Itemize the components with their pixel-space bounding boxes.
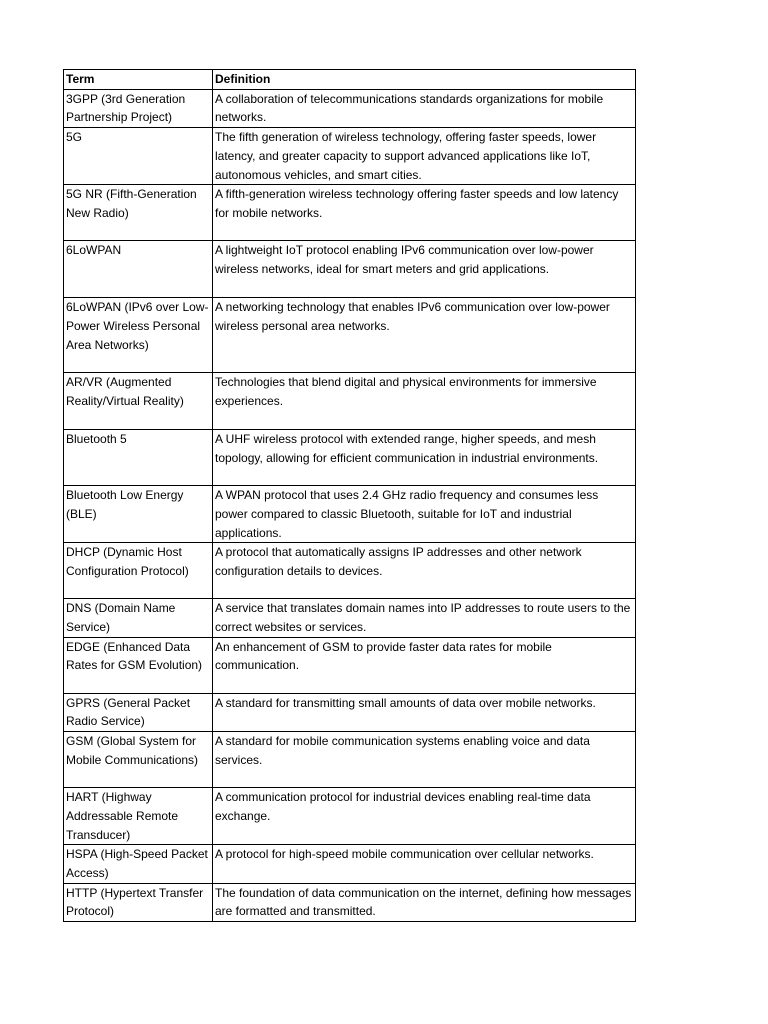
definition-cell: A communication protocol for industrial devices enabling real-time data exchange. [213, 788, 636, 845]
definition-cell: The fifth generation of wireless technology, offering faster speeds, lower latency, and greater capacity to support advanced applications like IoT, autonomous vehicles, and smart cities. [213, 128, 636, 185]
definition-cell: An enhancement of GSM to provide faster data rates for mobile communication. [213, 637, 636, 693]
table-row [64, 241, 636, 298]
table-row [64, 637, 636, 693]
definition-cell: The foundation of data communication on the internet, defining how messages are formatted and transmitted. [213, 883, 636, 921]
term-cell: 3GPP (3rd Generation Partnership Project) [64, 89, 213, 127]
term-cell: GSM (Global System for Mobile Communications) [64, 732, 213, 788]
term-cell: DNS (Domain Name Service) [64, 599, 213, 637]
definition-cell: A standard for transmitting small amounts of data over mobile networks. [213, 693, 636, 731]
definition-cell: A collaboration of telecommunications standards organizations for mobile networks. [213, 89, 636, 127]
term-cell: AR/VR (Augmented Reality/Virtual Reality) [64, 373, 213, 430]
table-row [64, 185, 636, 241]
table-row [64, 883, 636, 921]
term-cell: GPRS (General Packet Radio Service) [64, 693, 213, 731]
term-cell: 5G [64, 128, 213, 185]
table-row [64, 599, 636, 637]
table-row [64, 128, 636, 185]
table-row [64, 845, 636, 883]
term-cell: HSPA (High-Speed Packet Access) [64, 845, 213, 883]
term-cell: EDGE (Enhanced Data Rates for GSM Evolution) [64, 637, 213, 693]
term-cell: 6LoWPAN (IPv6 over Low-Power Wireless Personal Area Networks) [64, 298, 213, 373]
table-row [64, 693, 636, 731]
term-cell: Bluetooth Low Energy (BLE) [64, 486, 213, 543]
term-cell: HTTP (Hypertext Transfer Protocol) [64, 883, 213, 921]
definition-cell: A standard for mobile communication systems enabling voice and data services. [213, 732, 636, 788]
table-row [64, 430, 636, 486]
table-row [64, 373, 636, 430]
definition-cell: A UHF wireless protocol with extended range, higher speeds, and mesh topology, allowing for efficient communication in industrial environments. [213, 430, 636, 486]
table-row [64, 543, 636, 599]
definition-cell: A networking technology that enables IPv6 communication over low-power wireless personal area networks. [213, 298, 636, 373]
term-cell: 5G NR (Fifth-Generation New Radio) [64, 185, 213, 241]
table-row [64, 788, 636, 845]
table-row [64, 89, 636, 127]
definition-cell: A fifth-generation wireless technology offering faster speeds and low latency for mobile networks. [213, 185, 636, 241]
definition-cell: A protocol for high-speed mobile communication over cellular networks. [213, 845, 636, 883]
definition-cell: Technologies that blend digital and physical environments for immersive experiences. [213, 373, 636, 430]
term-cell: DHCP (Dynamic Host Configuration Protocol) [64, 543, 213, 599]
table-row [64, 486, 636, 543]
term-cell: Bluetooth 5 [64, 430, 213, 486]
term-cell: 6LoWPAN [64, 241, 213, 298]
glossary-table [63, 69, 636, 922]
header-row [64, 70, 636, 90]
term-column-header: Term [64, 70, 213, 90]
definition-cell: A protocol that automatically assigns IP addresses and other network configuration details to devices. [213, 543, 636, 599]
table-row [64, 732, 636, 788]
definition-cell: A lightweight IoT protocol enabling IPv6 communication over low-power wireless networks, ideal for smart meters and grid applications. [213, 241, 636, 298]
definition-cell: A service that translates domain names into IP addresses to route users to the correct websites or services. [213, 599, 636, 637]
definition-column-header: Definition [213, 70, 636, 90]
table-row [64, 298, 636, 373]
definition-cell: A WPAN protocol that uses 2.4 GHz radio frequency and consumes less power compared to classic Bluetooth, suitable for IoT and industrial applications. [213, 486, 636, 543]
term-cell: HART (Highway Addressable Remote Transducer) [64, 788, 213, 845]
